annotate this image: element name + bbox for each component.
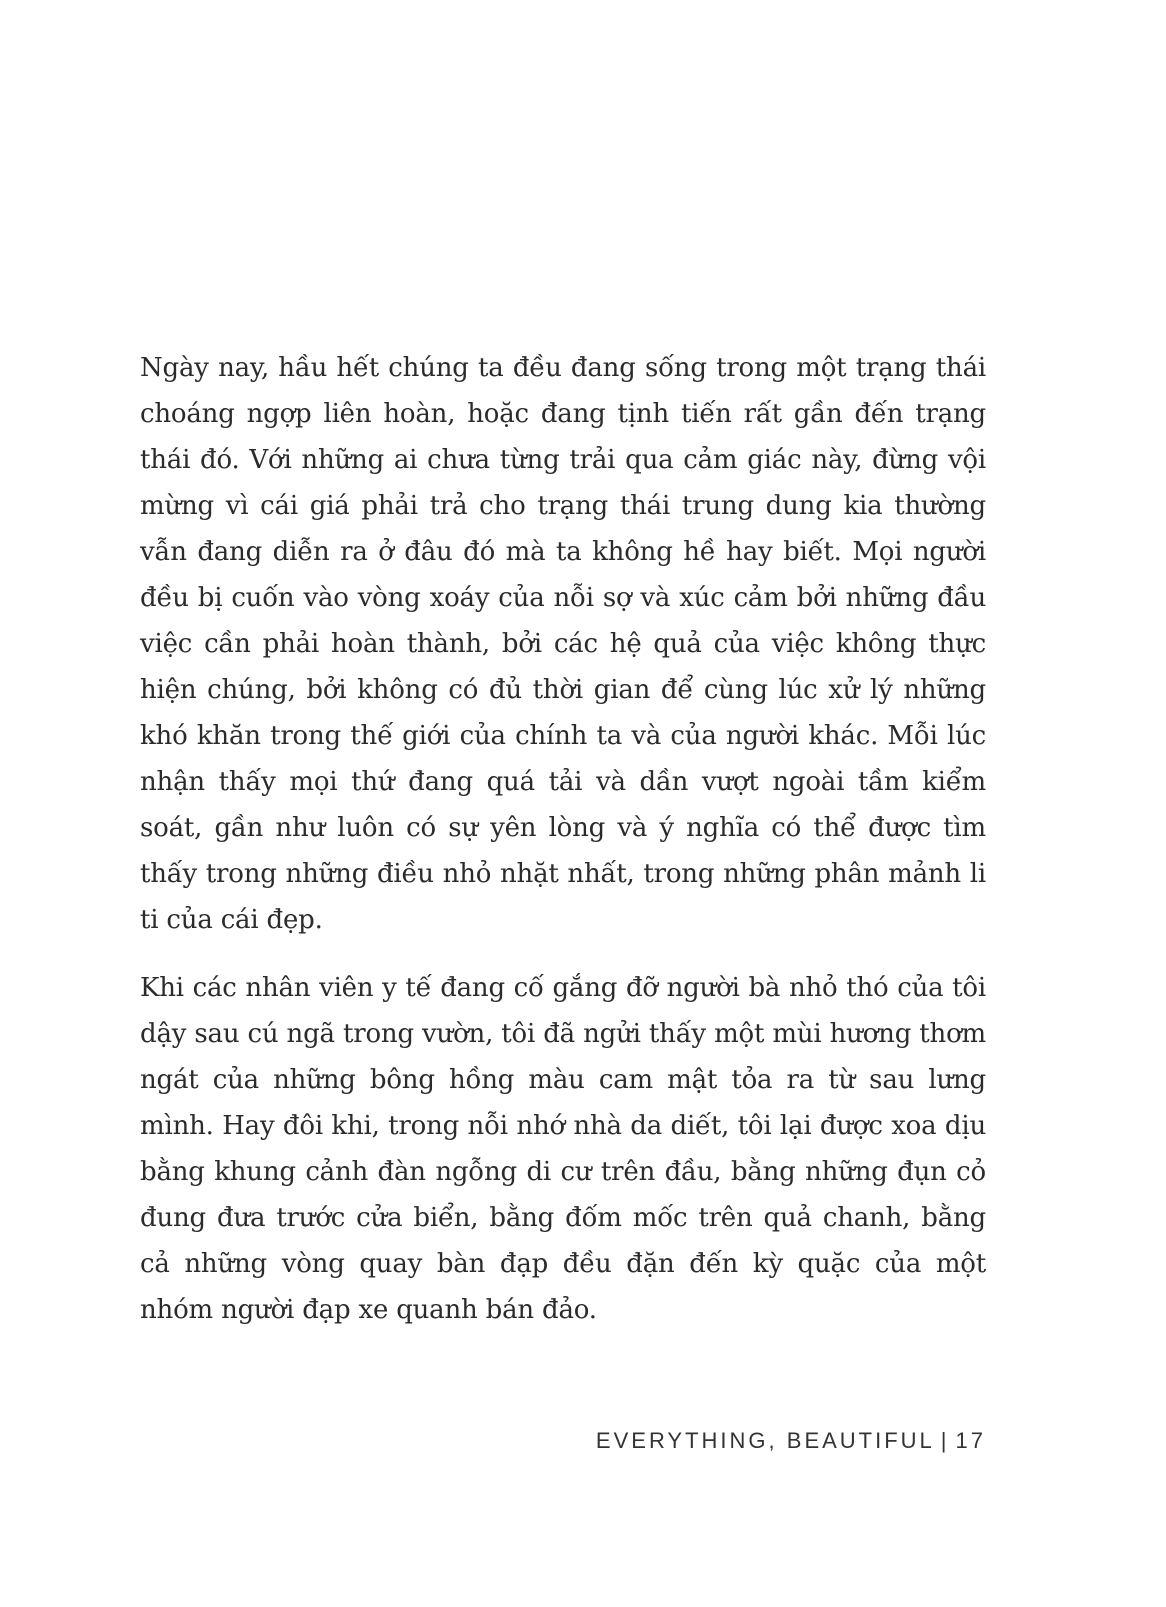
page-number: 17 <box>955 1428 986 1453</box>
running-footer <box>596 1427 986 1455</box>
paragraph-2: Khi các nhân viên y tế đang cố gắng đỡ người bà nhỏ thó của tôi dậy sau cú ngã trong vườn, tôi đã ngửi thấy một mùi hương thơm ngát của những bông hồng màu cam mật tỏa ra từ sau lưng mình. Hay đôi khi, trong nỗi nhớ nhà da diết, tôi lại được xoa dịu bằng khung cảnh đàn ngỗng di cư trên đầu, bằng những đụn cỏ đung đưa trước cửa biển, bằng đốm mốc trên quả chanh, bằng cả những vòng quay bàn đạp đều đặn đến kỳ quặc của một nhóm người đạp xe quanh bán đảo. <box>140 973 986 1325</box>
footer-book-title: EVERYTHING, BEAUTIFUL <box>595 1428 935 1453</box>
paragraph-1: Ngày nay, hầu hết chúng ta đều đang sống trong một trạng thái choáng ngợp liên hoàn, hoặc đang tịnh tiến rất gần đến trạng thái đó. Với những ai chưa từng trải qua cảm giác này, đừng vội mừng vì cái giá phải trả cho trạng thái trung dung kia thường vẫn đang diễn ra ở đâu đó mà ta không hề hay biết. Mọi người đều bị cuốn vào vòng xoáy của nỗi sợ và xúc cảm bởi những đầu việc cần phải hoàn thành, bởi các hệ quả của việc không thực hiện chúng, bởi không có đủ thời gian để cùng lúc xử lý những khó khăn trong thế giới của chính ta và của người khác. Mỗi lúc nhận thấy mọi thứ đang quá tải và dần vượt ngoài tầm kiểm soát, gần như luôn có sự yên lòng và ý nghĩa có thể được tìm thấy trong những điều nhỏ nhặt nhất, trong những phân mảnh li ti của cái đẹp. <box>140 353 986 935</box>
footer-separator: | <box>940 1428 950 1453</box>
body-text <box>140 345 986 1333</box>
